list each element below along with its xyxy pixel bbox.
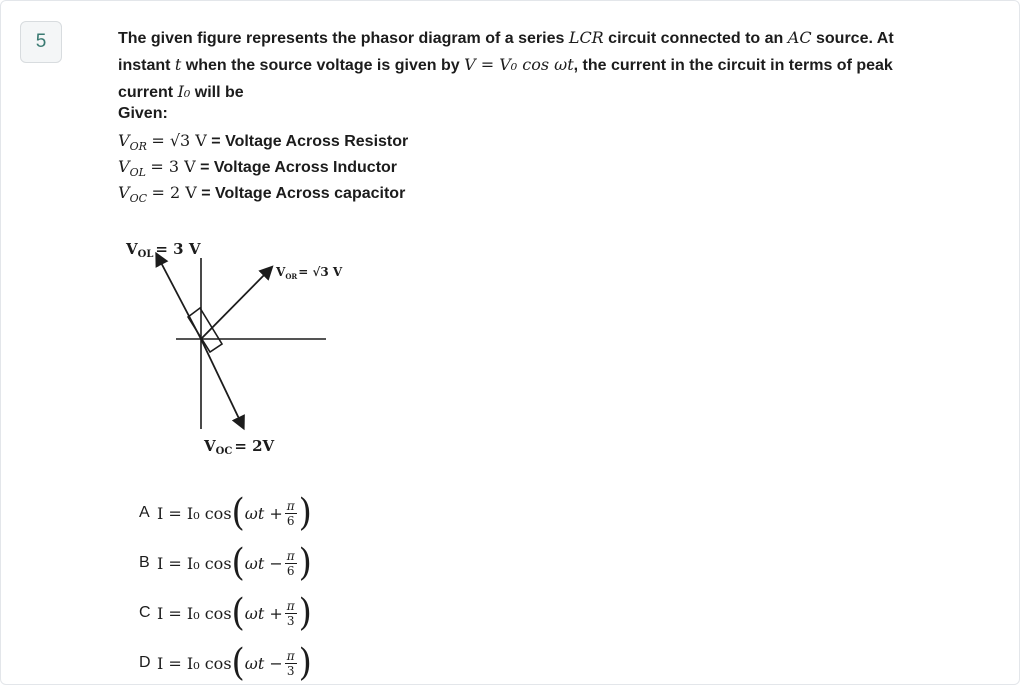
vol-label: $V_{OL} = 3$ V	[126, 240, 201, 260]
time-symbol: t	[174, 55, 182, 74]
option-letter: C	[139, 604, 151, 621]
equation-lhs: I = I₀ cos	[157, 503, 232, 523]
stem-text: , the current in the circuit in terms of peak current	[118, 57, 893, 101]
given-value: = 3 V	[150, 157, 196, 176]
option-letter: D	[139, 654, 151, 671]
given-subscript: OR	[129, 140, 147, 153]
option-equation	[157, 491, 312, 535]
equation-inner: ωt +	[244, 503, 283, 523]
given-description: = Voltage Across capacitor	[196, 185, 406, 202]
fraction: $\frac{\pi}{6}$	[286, 498, 295, 528]
option-equation	[157, 641, 312, 685]
given-value: = √3 V	[151, 131, 207, 150]
phasor-rectangle	[188, 308, 222, 352]
option-equation	[157, 541, 312, 585]
equation-inner: ωt −	[244, 653, 283, 673]
given-voc	[118, 183, 405, 205]
close-paren: )	[298, 491, 312, 535]
phasor-diagram	[119, 231, 359, 466]
stem-text: will be	[190, 84, 244, 101]
fraction: $\frac{\pi}{6}$	[286, 548, 295, 578]
fraction: $\frac{\pi}{3}$	[286, 598, 295, 628]
option-letter: A	[139, 504, 150, 521]
close-paren: )	[298, 541, 312, 585]
voc-phasor-arrow	[201, 339, 243, 427]
given-subscript: OC	[129, 192, 147, 205]
open-paren: (	[231, 591, 245, 635]
option-equation	[157, 591, 312, 635]
given-vol	[118, 157, 397, 179]
given-label: Given:	[118, 105, 168, 122]
option-c[interactable]	[139, 593, 312, 633]
voc-label: $V_{OC} = 2V$	[204, 437, 275, 457]
given-description: = Voltage Across Resistor	[206, 133, 409, 150]
option-letter: B	[139, 554, 150, 571]
fraction: $\frac{\pi}{3}$	[286, 648, 295, 678]
question-number: 5	[20, 21, 62, 63]
peak-current-symbol: I₀	[177, 82, 191, 101]
lcr-symbol: LCR	[568, 28, 604, 47]
open-paren: (	[231, 491, 245, 535]
question-stem	[118, 25, 938, 106]
given-symbol: V	[118, 131, 130, 150]
stem-text: source. At instant	[118, 30, 894, 74]
voltage-expression: V = V₀ cos ωt	[464, 55, 574, 74]
vor-label: $V_{OR}= √3$ V	[276, 265, 343, 281]
close-paren: )	[298, 641, 312, 685]
stem-text: when the source voltage is given by	[181, 57, 465, 74]
open-paren: (	[231, 641, 245, 685]
option-b[interactable]	[139, 543, 312, 583]
equation-inner: ωt +	[244, 603, 283, 623]
equation-lhs: I = I₀ cos	[157, 553, 232, 573]
option-d[interactable]	[139, 643, 312, 683]
given-subscript: OL	[129, 166, 146, 179]
open-paren: (	[231, 541, 245, 585]
given-value: = 2 V	[151, 183, 197, 202]
equation-inner: ωt −	[244, 553, 283, 573]
given-description: = Voltage Across Inductor	[195, 159, 398, 176]
equation-lhs: I = I₀ cos	[157, 603, 232, 623]
equation-lhs: I = I₀ cos	[157, 653, 232, 673]
close-paren: )	[298, 591, 312, 635]
ac-symbol: AC	[787, 28, 812, 47]
given-symbol: V	[118, 157, 130, 176]
given-vor	[118, 131, 408, 153]
stem-text: The given figure represents the phasor diagram of a series	[118, 30, 569, 47]
given-symbol: V	[118, 183, 130, 202]
option-a[interactable]	[139, 493, 312, 533]
stem-text: circuit connected to an	[603, 30, 788, 47]
